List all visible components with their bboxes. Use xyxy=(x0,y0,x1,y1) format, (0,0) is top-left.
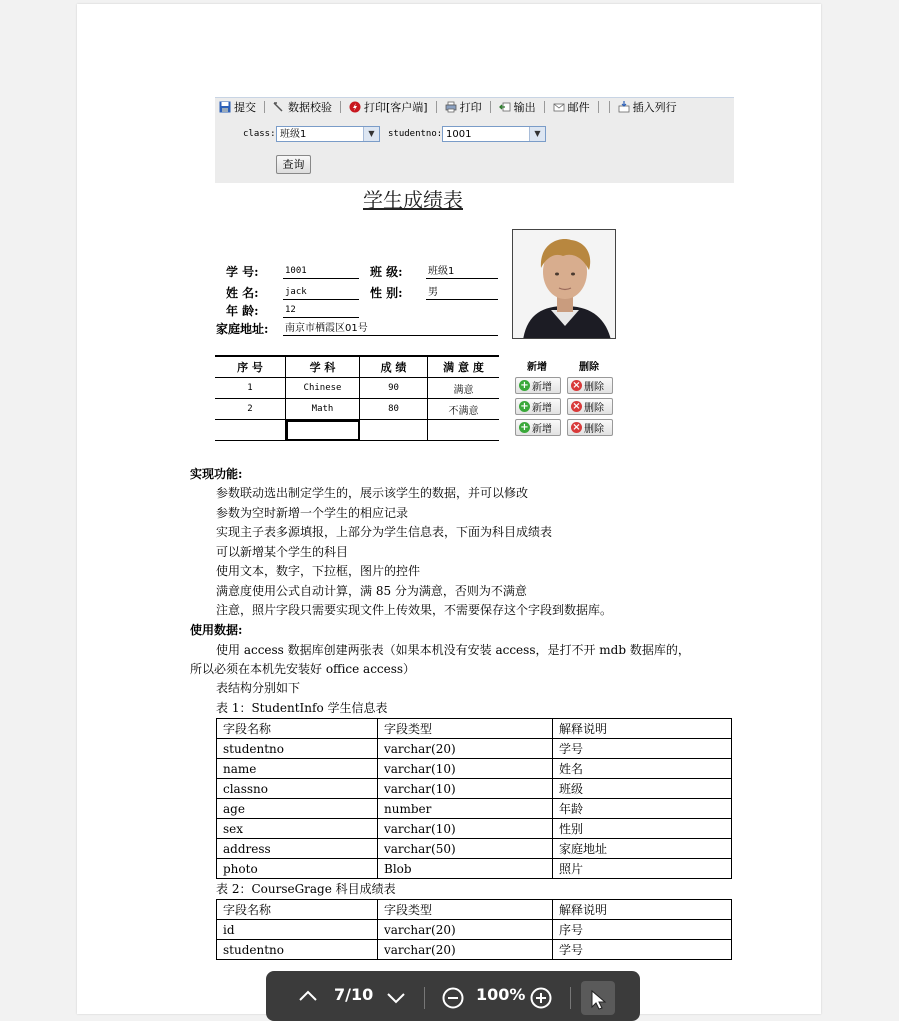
table-cell: sex xyxy=(217,819,378,839)
table-row xyxy=(217,739,732,759)
table-header-row xyxy=(215,356,499,378)
table-cell: varchar(10) xyxy=(378,779,553,799)
table-row xyxy=(217,859,732,879)
address-label: 家庭地址: xyxy=(216,322,269,336)
printer-icon xyxy=(445,101,457,113)
studentno-select-value: 1001 xyxy=(446,129,472,140)
next-page-icon[interactable] xyxy=(386,992,406,1004)
table-cell: Blob xyxy=(378,859,553,879)
table2-caption: 表 2：CourseGrage 科目成绩表 xyxy=(216,882,396,896)
student-photo[interactable] xyxy=(512,229,616,339)
feature-line: 可以新增某个学生的科目 xyxy=(216,545,349,559)
table-cell: 不满意 xyxy=(428,399,500,420)
zoom-in-icon[interactable] xyxy=(530,987,552,1009)
table-cell: address xyxy=(217,839,378,859)
table-cell: varchar(20) xyxy=(378,920,553,940)
table-cell: 字段类型 xyxy=(378,719,553,739)
plus-icon: + xyxy=(520,401,529,412)
portrait-image xyxy=(513,230,616,339)
cursor-icon xyxy=(590,989,608,1011)
toolbar-separator xyxy=(609,101,610,113)
features-heading: 实现功能: xyxy=(190,467,243,481)
delete-row-label: 删除 xyxy=(584,424,604,435)
chevron-down-icon[interactable]: ▼ xyxy=(363,127,379,141)
delete-icon: × xyxy=(572,401,581,412)
toolbar-buttons xyxy=(215,98,681,116)
validate-label: 数据校验 xyxy=(288,101,332,114)
table-cell: number xyxy=(378,799,553,819)
data-paragraph: 所以必须在本机先安装好 office access） xyxy=(190,662,416,676)
add-row-button[interactable] xyxy=(515,377,561,394)
delete-icon: × xyxy=(572,380,581,391)
add-column-header: 新增 xyxy=(527,362,547,373)
table-cell: 满意 xyxy=(428,378,500,399)
viewer-separator xyxy=(570,987,571,1009)
studentno-select[interactable] xyxy=(442,126,546,142)
table-cell: 姓名 xyxy=(553,759,732,779)
table-cell: varchar(10) xyxy=(378,819,553,839)
toolbar-separator xyxy=(340,101,341,113)
table-row xyxy=(215,399,499,420)
add-row-button[interactable] xyxy=(515,398,561,415)
delete-row-button[interactable] xyxy=(567,419,613,436)
table-row xyxy=(217,920,732,940)
flash-print-icon xyxy=(349,101,361,113)
table-cell: 性别 xyxy=(553,819,732,839)
zoom-level: 100% xyxy=(476,985,526,1004)
insert-row-label: 插入列行 xyxy=(632,101,677,114)
table-cell[interactable]: 90 xyxy=(360,378,428,399)
table-cell[interactable]: 1 xyxy=(215,378,286,399)
feature-line: 参数联动选出制定学生的，展示该学生的数据，并可以修改 xyxy=(216,486,529,500)
table-cell: studentno xyxy=(217,940,378,960)
delete-column-header: 删除 xyxy=(579,362,599,373)
plus-icon: + xyxy=(520,380,529,391)
delete-row-label: 删除 xyxy=(584,382,604,393)
name-label: 姓 名: xyxy=(226,286,259,300)
delete-row-button[interactable] xyxy=(567,377,613,394)
client-print-button[interactable] xyxy=(345,99,432,115)
delete-icon: × xyxy=(572,422,581,433)
studentno-field[interactable]: 1001 xyxy=(283,264,359,279)
course-grade-schema-table xyxy=(216,899,732,960)
table-cell: 解释说明 xyxy=(553,719,732,739)
insert-row-button[interactable] xyxy=(614,99,681,115)
table-row xyxy=(217,779,732,799)
table-cell: classno xyxy=(217,779,378,799)
client-print-label: 打印[客户端] xyxy=(364,101,428,114)
sex-label: 性 别: xyxy=(370,286,403,300)
column-header: 学 科 xyxy=(286,356,360,378)
table-cell[interactable]: Math xyxy=(286,399,360,420)
table-cell: 学号 xyxy=(553,940,732,960)
table-cell: age xyxy=(217,799,378,819)
feature-line: 参数为空时新增一个学生的相应记录 xyxy=(216,506,409,520)
add-row-label: 新增 xyxy=(532,403,552,414)
table-row xyxy=(215,378,499,399)
submit-button[interactable] xyxy=(215,99,260,115)
toolbar-separator xyxy=(436,101,437,113)
table-cell: 字段名称 xyxy=(217,900,378,920)
table-header-row xyxy=(217,719,732,739)
mail-button[interactable] xyxy=(549,99,594,115)
print-button[interactable] xyxy=(441,99,486,115)
table-cell: 年龄 xyxy=(553,799,732,819)
table-row xyxy=(217,799,732,819)
table-cell: 解释说明 xyxy=(553,900,732,920)
report-title: 学生成绩表 xyxy=(363,188,463,212)
table-cell: 家庭地址 xyxy=(553,839,732,859)
toolbar-separator xyxy=(490,101,491,113)
plus-icon: + xyxy=(520,422,529,433)
selected-table-cell[interactable] xyxy=(286,420,360,441)
add-row-label: 新增 xyxy=(532,424,552,435)
table-cell: 学号 xyxy=(553,739,732,759)
data-heading: 使用数据: xyxy=(190,623,243,637)
class-select-value: 班级1 xyxy=(280,129,307,140)
feature-line: 注意，照片字段只需要实现文件上传效果，不需要保存这个字段到数据库。 xyxy=(216,603,613,617)
table-cell: 字段名称 xyxy=(217,719,378,739)
table-cell: varchar(10) xyxy=(378,759,553,779)
table-row xyxy=(217,819,732,839)
table-cell: studentno xyxy=(217,739,378,759)
mail-label: 邮件 xyxy=(567,101,590,114)
table-row xyxy=(217,839,732,859)
export-button[interactable] xyxy=(495,99,540,115)
student-info-schema-table xyxy=(216,718,732,879)
table-cell: varchar(20) xyxy=(378,739,553,759)
table-row xyxy=(217,940,732,960)
address-field[interactable]: 南京市栖霞区01号 xyxy=(283,321,498,336)
table-header-row xyxy=(217,900,732,920)
table-cell: id xyxy=(217,920,378,940)
age-label: 年 龄: xyxy=(226,304,259,318)
table-cell[interactable]: 80 xyxy=(360,399,428,420)
check-icon xyxy=(273,101,285,113)
table-cell: name xyxy=(217,759,378,779)
previous-page-icon[interactable] xyxy=(298,990,318,1002)
page-indicator: 7/10 xyxy=(334,985,374,1004)
viewer-separator xyxy=(424,987,425,1009)
table-cell: varchar(20) xyxy=(378,940,553,960)
column-header: 成 绩 xyxy=(360,356,428,378)
class-field[interactable]: 班级1 xyxy=(426,264,498,279)
add-row-label: 新增 xyxy=(532,382,552,393)
table-cell: 字段类型 xyxy=(378,900,553,920)
column-header: 序 号 xyxy=(215,356,286,378)
name-field[interactable]: jack xyxy=(283,285,359,300)
feature-line: 满意度使用公式自动计算，满 85 分为满意，否则为不满意 xyxy=(216,584,527,598)
toolbar-separator xyxy=(544,101,545,113)
table-cell[interactable]: Chinese xyxy=(286,378,360,399)
export-label: 输出 xyxy=(513,101,536,114)
table-row xyxy=(215,420,499,441)
table1-caption: 表 1：StudentInfo 学生信息表 xyxy=(216,701,388,715)
validate-button[interactable] xyxy=(269,99,336,115)
submit-label: 提交 xyxy=(234,101,256,114)
table-cell[interactable]: 2 xyxy=(215,399,286,420)
class-param-label: class: xyxy=(243,129,276,139)
insert-row-icon xyxy=(618,101,630,113)
data-paragraph: 使用 access 数据库创建两张表（如果本机没有安装 access，是打不开 mdb 数据库的， xyxy=(216,643,690,657)
mail-icon xyxy=(553,101,565,113)
studentno-param-label: studentno: xyxy=(388,129,443,139)
toolbar-separator xyxy=(598,101,599,113)
delete-row-label: 删除 xyxy=(584,403,604,414)
table-cell[interactable] xyxy=(360,420,428,441)
query-button[interactable]: 查询 xyxy=(276,155,311,174)
table-cell: 照片 xyxy=(553,859,732,879)
studentno-label: 学 号: xyxy=(226,265,259,279)
select-tool-button[interactable] xyxy=(581,981,615,1015)
add-row-button[interactable] xyxy=(515,419,561,436)
feature-line: 使用文本，数字，下拉框，图片的控件 xyxy=(216,564,421,578)
table-row xyxy=(217,759,732,779)
table-cell: photo xyxy=(217,859,378,879)
export-icon xyxy=(499,101,511,113)
pdf-viewer-toolbar xyxy=(266,971,640,1021)
table-cell: 序号 xyxy=(553,920,732,940)
data-paragraph: 表结构分别如下 xyxy=(216,681,301,695)
zoom-out-icon[interactable] xyxy=(442,987,464,1009)
print-label: 打印 xyxy=(459,101,482,114)
save-icon xyxy=(219,101,231,113)
toolbar-separator xyxy=(264,101,265,113)
chevron-down-icon[interactable]: ▼ xyxy=(529,127,545,141)
table-cell: varchar(50) xyxy=(378,839,553,859)
table-cell xyxy=(428,420,500,441)
column-header: 满 意 度 xyxy=(428,356,500,378)
table-cell[interactable] xyxy=(215,420,286,441)
sex-select[interactable]: 男 xyxy=(426,285,498,300)
table-cell: 班级 xyxy=(553,779,732,799)
delete-row-button[interactable] xyxy=(567,398,613,415)
score-table xyxy=(215,355,499,441)
class-label: 班 级: xyxy=(370,265,403,279)
class-select[interactable] xyxy=(276,126,380,142)
feature-line: 实现主子表多源填报，上部分为学生信息表，下面为科目成绩表 xyxy=(216,525,553,539)
age-field[interactable]: 12 xyxy=(283,303,359,318)
